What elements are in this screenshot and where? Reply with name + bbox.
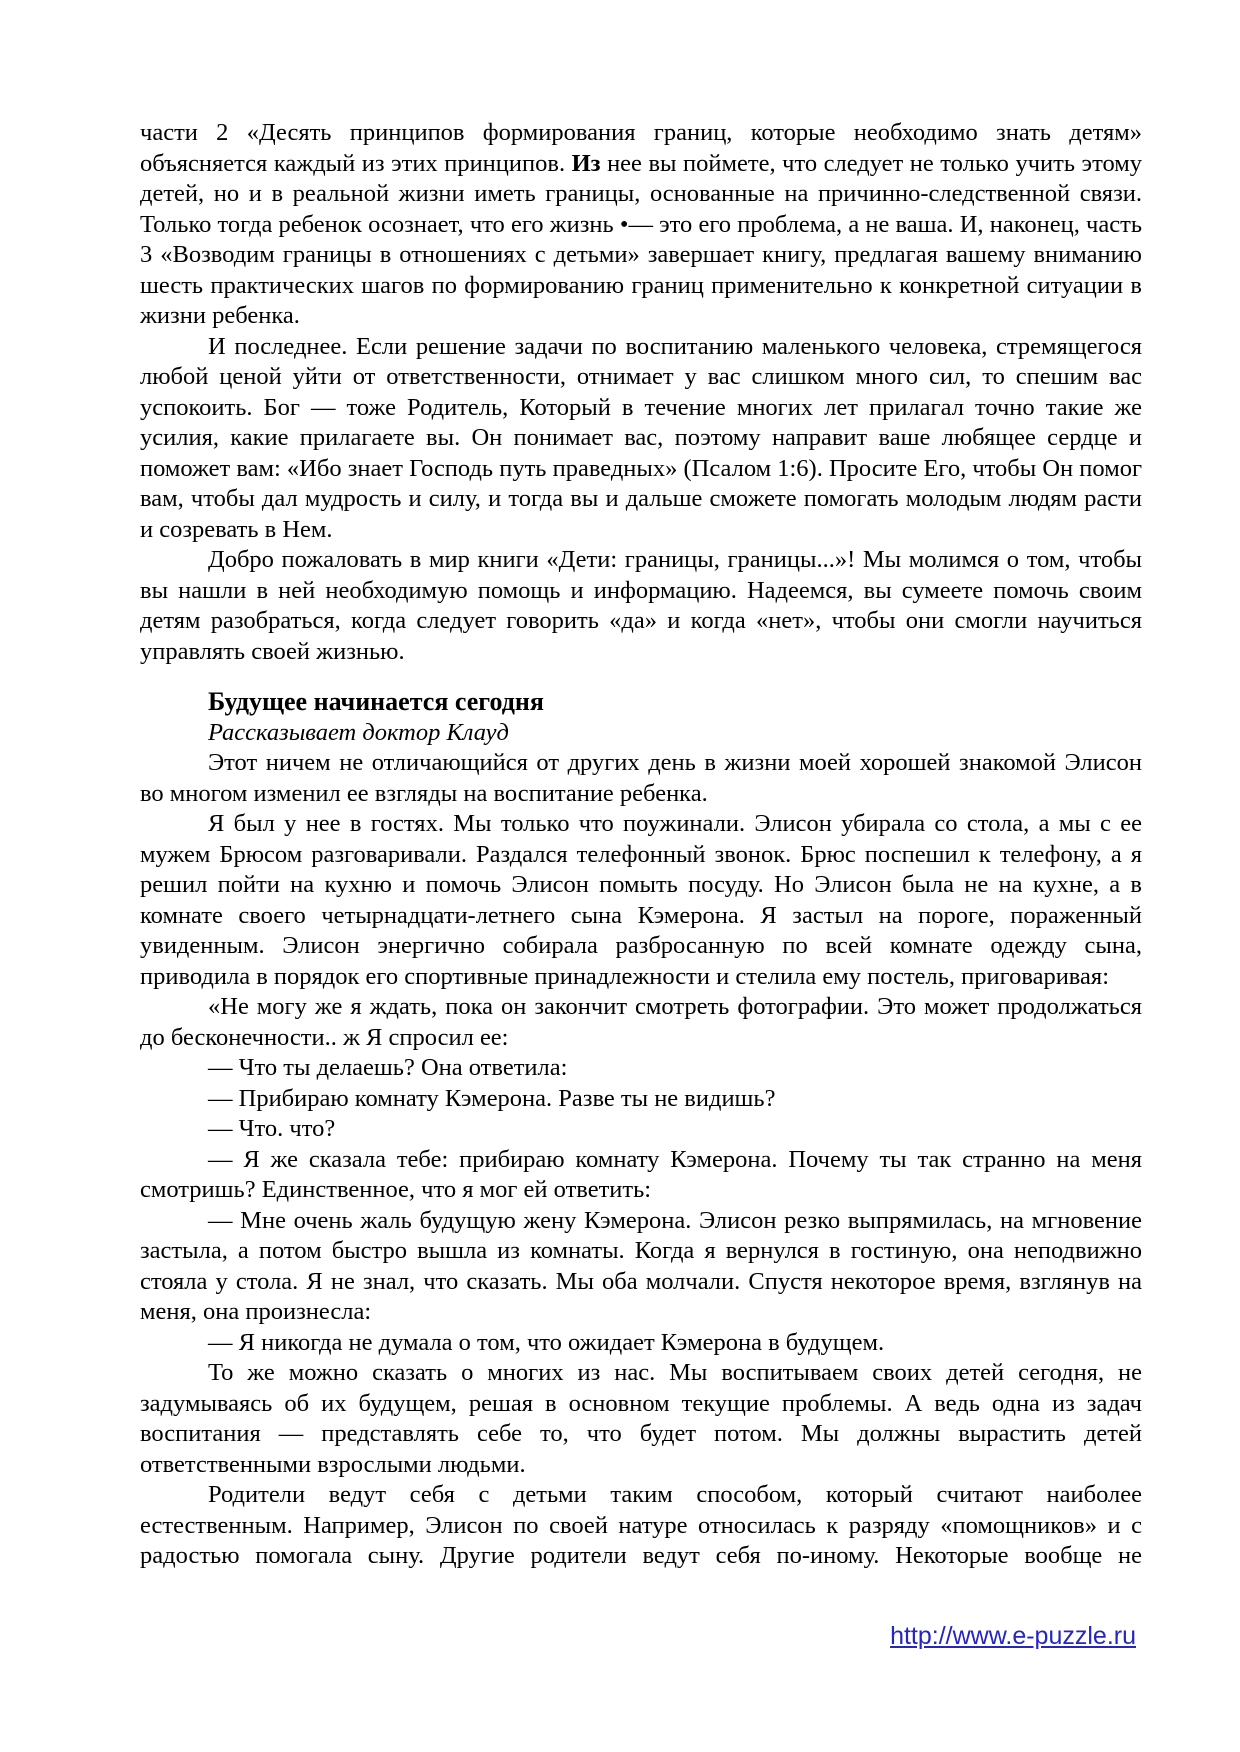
paragraph [140, 1145, 1142, 1206]
paragraph [140, 1358, 1142, 1480]
paragraph [140, 992, 1142, 1053]
paragraph [140, 748, 1142, 809]
footer-link[interactable]: http://www.e-puzzle.ru [890, 1622, 1136, 1650]
paragraph [140, 1084, 1142, 1115]
text-column [140, 118, 1142, 1572]
paragraph [140, 332, 1142, 546]
paragraph [140, 809, 1142, 992]
text-run: Добро пожаловать в мир книги «Дети: границы, границы...»! Мы молимся о том, чтобы вы нашли в ней необходимую помощь и информацию. Надеемся, вы сумеете помочь своим детям разобраться, когда следует говорить «да» и когда «нет», чтобы они смогли научиться управлять своей жизнью. [140, 546, 1142, 665]
paragraph [140, 118, 1142, 332]
section-heading [140, 687, 1142, 718]
paragraph [140, 1206, 1142, 1328]
text-run: — Что ты делаешь? Она ответила: [208, 1054, 568, 1081]
text-run: Из [571, 149, 601, 177]
text-run: Этот ничем не отличающийся от других день в жизни моей хорошей знакомой Элисон во многом изменил ее взгляды на воспитание ребенка. [140, 749, 1142, 807]
paragraph [140, 1053, 1142, 1084]
paragraph [140, 1114, 1142, 1145]
text-run: «Не могу же я ждать, пока он закончит смотреть фотографии. Это может продолжаться до бесконечности.. ж Я спросил ее: [140, 993, 1142, 1051]
text-run: нее вы поймете, что следует не только учить этому детей, но и в реальной жизни иметь границы, основанные на причинно-следственной связи. Только тогда ребенок осознает, что его жизнь •— это его проблема, а не ваша. И, наконец, часть 3 «Возводим границы в отношениях с детьми» завершает книгу, предлагая вашему вниманию шесть практических шагов по формированию границ применительно к конкретной ситуации в жизни ребенка. [140, 149, 1142, 329]
text-run: То же можно сказать о многих из нас. Мы воспитываем своих детей сегодня, не задумываясь об их будущем, решая в основном текущие проблемы. А ведь одна из задач воспитания — представлять себе то, что будет потом. Мы должны вырастить детей ответственными взрослыми людьми. [140, 1359, 1142, 1478]
paragraph [140, 545, 1142, 667]
text-run: части 2 «Десять принципов формирования границ, которые необходимо знать детям» объясняется каждый из этих принципов. [140, 119, 1142, 177]
text-run: — Что. что? [208, 1115, 336, 1142]
section-subtitle [140, 718, 1142, 749]
paragraph [140, 1480, 1142, 1572]
text-run: И последнее. Если решение задачи по воспитанию маленького человека, стремящегося любой ценой уйти от ответственности, отнимает у вас слишком много сил, то спешим вас успокоить. Бог — тоже Родитель, Который в течение многих лет прилагал точно такие же усилия, какие прилагаете вы. Он понимает вас, поэтому направит ваше любящее сердце и поможет вам: «Ибо знает Господь путь праведных» (Псалом 1:6). Просите Его, чтобы Он помог вам, чтобы дал мудрость и силу, и тогда вы и дальше сможете помогать молодым людям расти и созревать в Нем. [140, 332, 1142, 543]
text-run: Я был у нее в гостях. Мы только что поужинали. Элисон убирала со стола, а мы с ее мужем Брюсом разговаривали. Раздался телефонный звонок. Брюс поспешил к телефону, а я решил пойти на кухню и помочь Элисон помыть посуду. Но Элисон была не на кухне, а в комнате своего четырнадцати-летнего сына Кэмерона. Я застыл на пороге, пораженный увиденным. Элисон энергично собирала разбросанную по всей комнате одежду сына, приводила в порядок его спортивные принадлежности и стелила ему постель, приговаривая: [140, 810, 1142, 990]
text-run: — Я же сказала тебе: прибираю комнату Кэмерона. Почему ты так странно на меня смотришь? Единственное, что я мог ей ответить: [140, 1145, 1142, 1203]
text-run: Родители ведут себя с детьми таким способом, который считают наиболее естественным. Например, Элисон по своей натуре относилась к разряду «помощников» и с радостью помогала сыну. Другие родители ведут себя по-иному. Некоторые вообще не [140, 1481, 1142, 1569]
paragraph [140, 1328, 1142, 1359]
text-run: — Мне очень жаль будущую жену Кэмерона. Элисон резко выпрямилась, на мгновение застыла, а потом быстро вышла из комнаты. Когда я вернулся в гостиную, она неподвижно стояла у стола. Я не знал, что сказать. Мы оба молчали. Спустя некоторое время, взглянув на меня, она произнесла: [140, 1206, 1142, 1325]
text-run: Рассказывает доктор Клауд [208, 718, 509, 746]
text-run: Будущее начинается сегодня [208, 687, 544, 716]
text-run: — Прибираю комнату Кэмерона. Разве ты не видишь? [208, 1084, 776, 1112]
text-run: — Я никогда не думала о том, что ожидает Кэмерона в будущем. [208, 1328, 885, 1356]
